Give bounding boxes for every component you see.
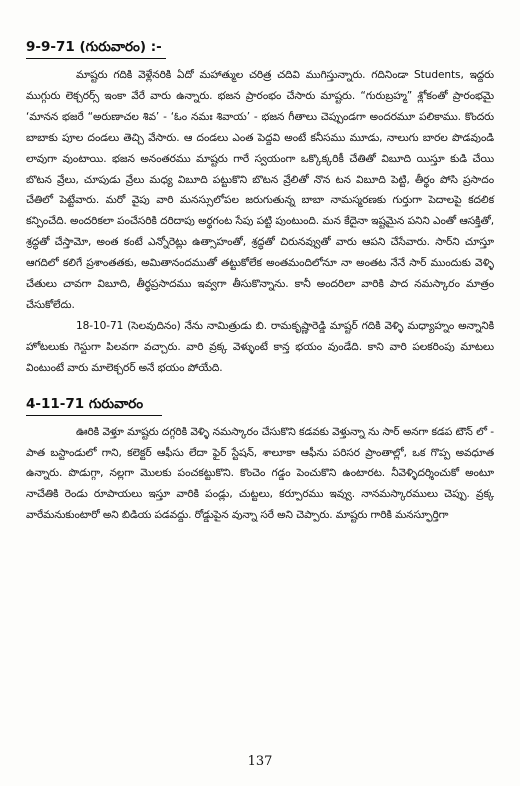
entry-paragraph: ఊరికి వెళ్తూ మాష్టరు దగ్గరికి వెళ్ళి నమస్కారం చేసుకొని కడవకు వెళ్తున్నా ను సార్ అనగా కడప టౌన్ లో - పాత బస్టాండులో గాని, కలెక్టర్ ఆఫీసు లేదా ఫైర్ స్టేషన్, శాలూకా ఆఫీను పరిసర ప్రాంతాల్లో, ఒక గొప్ప అవధూత ఉన్నారు. పొడుగ్గా, నల్లగా మొలకు పంచకట్టుకొని. కొంచెం గడ్డం పెంచుకొని ఉంటారట. నీవెళ్ళిదర్శించుకో అంటూ నాచేతికి రెండు రూపాయలు ఇస్తూ వారికి పండ్లు, చుట్టలు, కర్పూరము ఇవ్వు. నానమస్కారములు చెప్పు. వ్రక్క వారేమనుకుంటారో అని బిడియ పడవద్దు. రోడ్డుపైన వున్నా సరే అని చెప్పారు. మాష్టరు గారికి మనస్ఫూర్తిగా: [26, 425, 494, 522]
page-number: 137: [247, 754, 273, 769]
heading-underline: [26, 415, 162, 416]
diary-entry-2: [26, 393, 494, 527]
entry-paragraph: 18-10-71 (సెలవుదినం) నేను నామిత్రుడు బి. రామకృష్ణారెడ్డి మాష్టర్ గదికి వెళ్ళి మధ్యాహ్నం అన్నానికి హోటలుకు గెస్టుగా పిలవగా వచ్చారు. వారి వ్రక్క వెళ్ళుంటే కాన్త భయం వుండేది. కాని వారి పలకరింపు మాటలు వింటుంటే వారు మాలెక్చరర్ అనే భయం పోయేది.: [26, 319, 494, 374]
section-divider: [26, 383, 494, 393]
entry-heading: 4-11-71 గురువారం: [26, 395, 144, 412]
entry-heading: 9-9-71 (గురువారం) :-: [26, 39, 162, 55]
entry-paragraph: మాష్టరు గదికి వెళ్లేనరికి ఏదో మహాత్ముల చరిత్ర చదివి ముగిస్తున్నారు. గదినిండా Students, ఇద్దరు ముగ్గురు లెక్చరర్స్ ఇంకా వేరే వారు ఉన్నారు. భజన ప్రారంభం చేసారు మాష్టరు. “గురుబ్రహ్మ” శ్లోకంతో ప్రారంభమై ‘మానన భజరే “అరుణాచల శివ’ - ‘ఓం నమః శివాయ’ - భజన గీతాలు చెప్పుండగా అందరమూ పలికాము. కొందరు బాబాకు పూల దండలు తెచ్చి వేసారు. ఆ దండలు ఎంత పెద్దవి అంటే కనీసము మూడు, నాలుగు బారల పొడవుండి లావుగా వుంటాయి. భజన అనంతరము మాష్టరు గారే స్వయంగా ఒక్కొక్కరికీ చేతితో విబూది యిస్తూ కుడి చేయి బొటన వ్రేలు, చూపుడు వ్రేలు మధ్య విబూది పట్టుకొని బొటన వ్రేలితో నొన టన విబూది పెట్టి, తీర్థం పోసి ప్రసాదం చేతిలో పెట్టేవారు. మరో వైపు వారి మనస్సులోపల జరుగుతున్న బాబా నామస్మరణకు గుర్తుగా పెదాలపై కదలిక కన్పించేది. అందరికలా పంచేసరికి దరిదాపు అర్థగంట సేపు పట్టి పుంటుంది. మన కేదైనా ఇష్టమైన పనిని ఎంతో ఆసక్తితో, శ్రద్ధతో చేస్తామో, అంత కంటే ఎన్నోరెట్లు ఉత్సాహంతో, శ్రద్ధతో చిరునవ్వుతో వారు ఆపని చేసేవారు. సార్‌ని చూస్తూ ఆగదిలో కలిగే ప్రశాంతతకు, అమితానందముతో తట్టుకోలేక అంతమందిలోనూ నా అంతట నేనే సార్ ముందుకు వెళ్ళి చేతులు చావగా విబూది, తీర్థప్రసాదము ఇవ్వగా తీసుకొన్నాను. కానీ అందరిలా వారికి పాద నమస్కారం మాత్రం చేసుకోలేదు.: [26, 69, 494, 311]
diary-entry-1: [26, 36, 494, 379]
heading-underline: [26, 58, 166, 59]
